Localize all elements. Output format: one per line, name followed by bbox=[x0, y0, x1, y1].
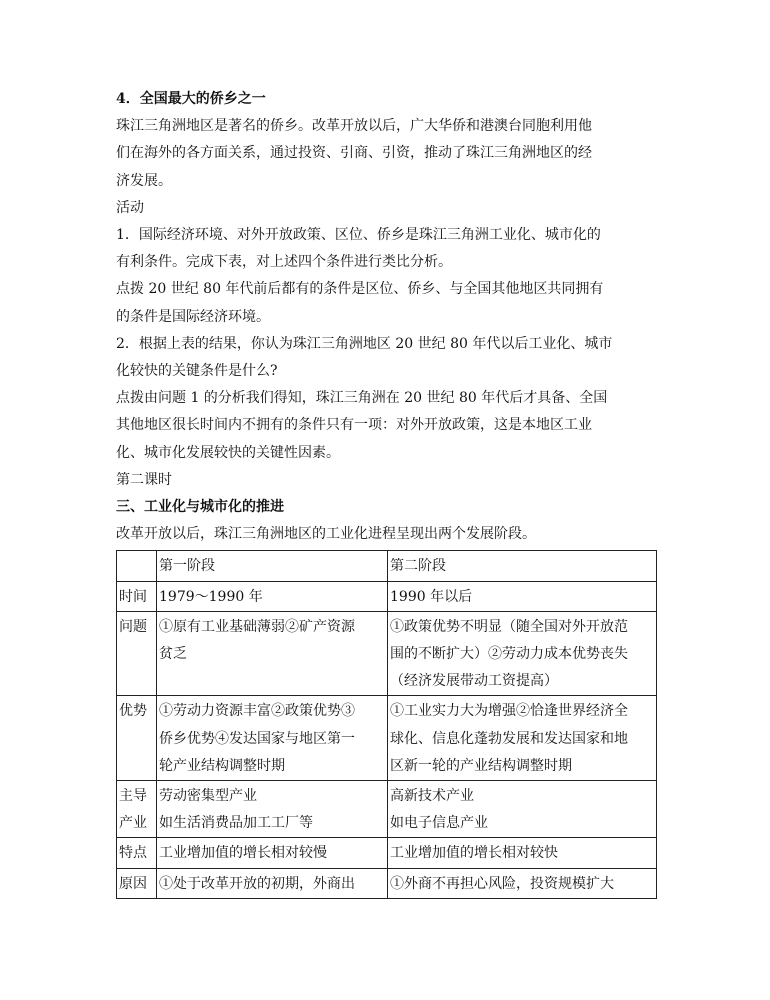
hint-1-line: 的条件是国际经济环境。 bbox=[116, 308, 270, 325]
table-cell-text: 1990 年以后 bbox=[390, 588, 473, 605]
table-cell-text: 轮产业结构调整时期 bbox=[159, 757, 285, 774]
paragraph-line: 珠江三角洲地区是著名的侨乡。改革开放以后，广大华侨和港澳台同胞利用他 bbox=[116, 118, 592, 135]
table-row bbox=[117, 611, 657, 696]
table-row bbox=[117, 868, 657, 898]
paragraph-line: 济发展。 bbox=[116, 172, 172, 189]
table-row-label-cell bbox=[117, 611, 157, 696]
table-cell-stage-1 bbox=[157, 838, 388, 868]
question-2-line: 2．根据上表的结果，你认为珠江三角洲地区 20 世纪 80 年代以后工业化、城市 bbox=[116, 335, 613, 352]
table-header-cell-empty bbox=[117, 551, 157, 581]
table-cell-stage-2 bbox=[388, 581, 657, 611]
question-1-line: 1．国际经济环境、对外开放政策、区位、侨乡是珠江三角洲工业化、城市化的 bbox=[116, 227, 601, 244]
table-cell-text: ①原有工业基础薄弱②矿产资源 bbox=[159, 618, 355, 635]
table-cell-stage-1 bbox=[157, 581, 388, 611]
table-row-label-cell bbox=[117, 696, 157, 781]
table-cell-text: ①工业实力大为增强②恰逢世界经济全 bbox=[390, 703, 628, 720]
table-row-label-cell bbox=[117, 868, 157, 898]
table-cell-text: 工业增加值的增长相对较慢 bbox=[159, 845, 327, 862]
table-cell-text: ①外商不再担心风险，投资规模扩大 bbox=[390, 875, 614, 892]
paragraph-line: 们在海外的各方面关系，通过投资、引商、引资，推动了珠江三角洲地区的经 bbox=[116, 145, 592, 162]
table-cell-text: 如生活消费品加工工厂等 bbox=[159, 815, 313, 832]
table-row bbox=[117, 838, 657, 868]
table-cell-text: 时间 bbox=[119, 588, 147, 605]
table-cell-text: ①处于改革开放的初期，外商出 bbox=[159, 875, 355, 892]
table-cell-stage-2 bbox=[388, 696, 657, 781]
question-1-line: 有利条件。完成下表，对上述四个条件进行类比分析。 bbox=[116, 254, 452, 271]
table-row bbox=[117, 781, 657, 838]
table-cell-text: 问题 bbox=[119, 618, 147, 635]
table-cell-text: 1979～1990 年 bbox=[159, 588, 263, 605]
section-heading-industrialization: 三、工业化与城市化的推进 bbox=[116, 499, 284, 516]
table-cell-stage-2 bbox=[388, 838, 657, 868]
development-stages-table bbox=[116, 550, 657, 898]
document-page bbox=[116, 86, 656, 899]
table-cell-text: 侨乡优势④发达国家与地区第一 bbox=[159, 730, 355, 747]
table-cell-stage-2 bbox=[388, 781, 657, 838]
lesson-two-heading: 第二课时 bbox=[116, 471, 172, 488]
table-cell-text: 球化、信息化蓬勃发展和发达国家和地 bbox=[390, 730, 628, 747]
section-heading-overseas-chinese: 4．全国最大的侨乡之一 bbox=[116, 91, 266, 107]
table-row bbox=[117, 696, 657, 781]
table-cell-text: 围的不断扩大）②劳动力成本优势丧失 bbox=[390, 646, 628, 663]
table-cell-stage-1 bbox=[157, 781, 388, 838]
table-cell-stage-2 bbox=[388, 868, 657, 898]
hint-1-line: 点拨 20 世纪 80 年代前后都有的条件是区位、侨乡、与全国其他地区共同拥有 bbox=[116, 281, 604, 298]
table-row-label-cell bbox=[117, 838, 157, 868]
table-cell-text: 劳动密集型产业 bbox=[159, 788, 257, 805]
table-cell-text: ①劳动力资源丰富②政策优势③ bbox=[159, 703, 355, 720]
hint-2-line: 点拨由问题 1 的分析我们得知，珠江三角洲在 20 世纪 80 年代后才具备、全国 bbox=[116, 390, 608, 407]
activity-heading: 活动 bbox=[116, 199, 144, 216]
table-cell-stage-1 bbox=[157, 611, 388, 696]
table-cell-text: 贫乏 bbox=[159, 646, 187, 663]
table-cell-text: 原因 bbox=[119, 875, 147, 892]
table-cell-stage-1 bbox=[157, 696, 388, 781]
table-header-row bbox=[117, 551, 657, 581]
table-row bbox=[117, 581, 657, 611]
hint-2-line: 其他地区很长时间内不拥有的条件只有一项：对外开放政策，这是本地区工业 bbox=[116, 417, 592, 434]
table-cell-text: 优势 bbox=[119, 703, 147, 720]
table-cell-stage-2 bbox=[388, 611, 657, 696]
table-intro-line: 改革开放以后，珠江三角洲地区的工业化进程呈现出两个发展阶段。 bbox=[116, 526, 536, 543]
table-header-cell-stage-2: 第二阶段 bbox=[388, 551, 657, 581]
text-body bbox=[116, 86, 656, 548]
table-cell-text: 高新技术产业 bbox=[390, 788, 474, 805]
table-cell-text: 如电子信息产业 bbox=[390, 815, 488, 832]
table-header-cell-stage-1: 第一阶段 bbox=[157, 551, 388, 581]
table-cell-text: （经济发展带动工资提高） bbox=[390, 673, 558, 690]
table-row-label-cell bbox=[117, 581, 157, 611]
question-2-line: 化较快的关键条件是什么? bbox=[116, 363, 278, 380]
table-cell-stage-1 bbox=[157, 868, 388, 898]
table-cell-text: 产业 bbox=[119, 815, 147, 832]
table-row-label-cell bbox=[117, 781, 157, 838]
hint-2-line: 化、城市化发展较快的关键性因素。 bbox=[116, 444, 340, 461]
table-cell-text: 区新一轮的产业结构调整时期 bbox=[390, 757, 572, 774]
table-cell-text: 特点 bbox=[119, 845, 147, 862]
table-cell-text: 主导 bbox=[119, 788, 147, 805]
table-cell-text: ①政策优势不明显（随全国对外开放范 bbox=[390, 618, 628, 635]
table-cell-text: 工业增加值的增长相对较快 bbox=[390, 845, 558, 862]
